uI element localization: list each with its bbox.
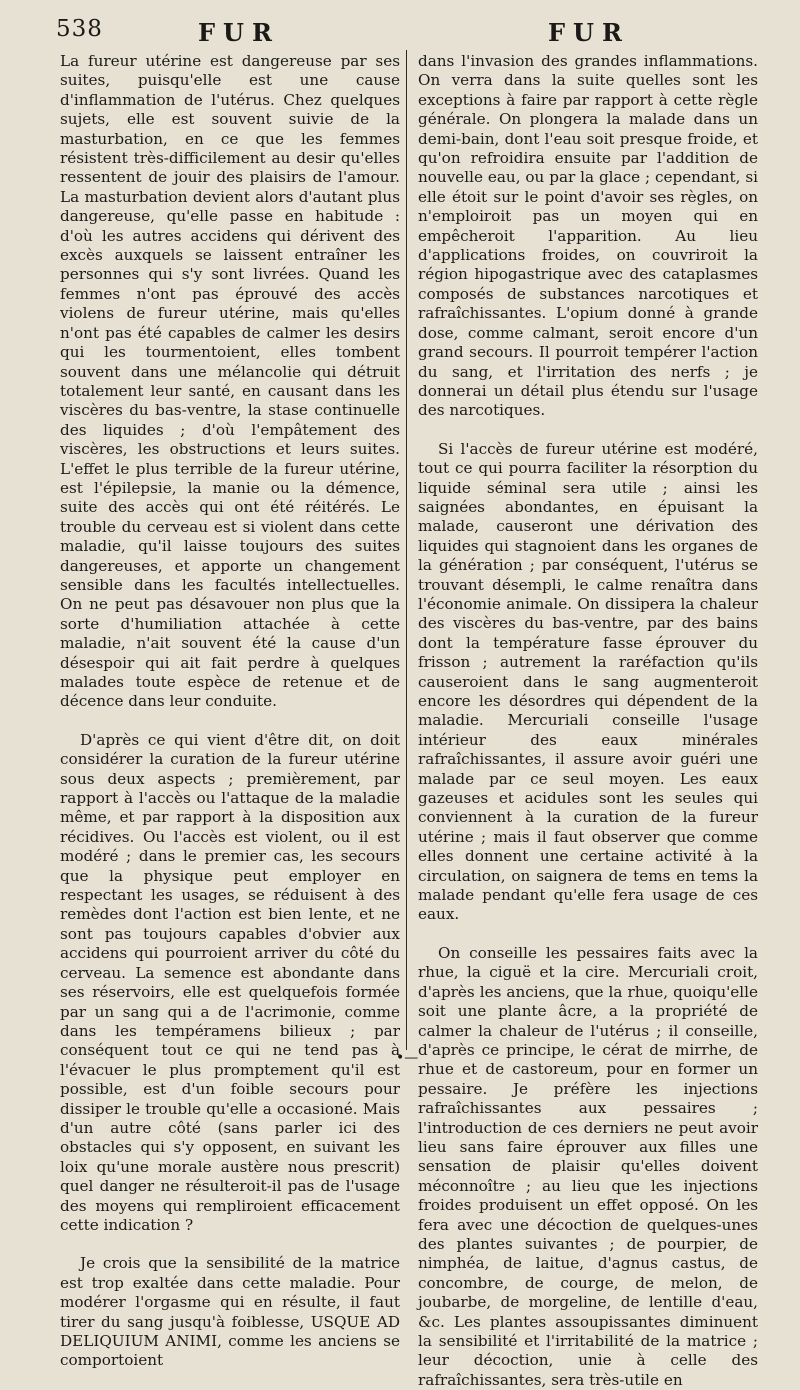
left-column bbox=[60, 52, 400, 1371]
right-column bbox=[418, 52, 758, 1390]
paragraph: On conseille les pessaires faits avec la rhue, la ciguë et la cire. Mercuriali croit, d'après les anciens, que la rhue, quoiqu'elle soit une plante âcre, a la propriété de calmer la chaleur de l'utérus ; il conseille, d'après ce principe, le cérat de mirrhe, de rhue et de castoreum, pour en former un pessaire. Je préfère les injections rafraîchissantes aux pessaires ; l'introduction de ces derniers ne peut avoir lieu sans faire éprouver aux filles une sensation de plaisir qu'elles doivent méconnoître ; au lieu que les injections froides produisent un effet opposé. On les fera avec une décoction de quelques-unes des plantes suivantes ; de pourpier, de nimphéa, de laitue, d'agnus castus, de concombre, de courge, de melon, de joubarbe, de morgeline, de lentille d'eau, &c. Les plantes assoupissantes diminuent la sensibilité et l'irritabilité de la matrice ; leur décoction, unie à celle des rafraîchissantes, sera très-utile en bbox=[418, 943, 758, 1389]
running-head-left: FUR bbox=[198, 18, 280, 47]
paragraph: Si l'accès de fureur utérine est modéré, tout ce qui pourra faciliter la résorption du liquide séminal sera utile ; ainsi les saignées abondantes, en épuisant la malade, causeront une dérivation des liquides qui stagnoient dans les organes de la génération ; par conséquent, l'utérus se trouvant désempli, le calme renaîtra dans l'économie animale. On dissipera la chaleur des viscères du bas-ventre, par des bains dont la température fasse éprouver du frisson ; autrement la raréfaction qu'ils causeroient dans le sang augmenteroit encore les désordres qui dépendent de la maladie. Mercuriali conseille l'usage intérieur des eaux minérales rafraîchissantes, il assure avoir guéri une malade par ce seul moyen. Les eaux gazeuses et acidules sont les seules qui conviennent à la curation de la fureur utérine ; mais il faut observer que comme elles donnent une certaine activité à la circulation, on saignera de tems en tems la malade pendant qu'elle fera usage de ces eaux. bbox=[418, 439, 758, 924]
paragraph: dans l'invasion des grandes inflammations. On verra dans la suite quelles sont les exceptions à faire par rapport à cette règle générale. On plongera la malade dans un demi-bain, dont l'eau soit presque froide, et qu'on refroidira ensuite par l'addition de nouvelle eau, ou par la glace ; cependant, si elle étoit sur le point d'avoir ses règles, on n'emploiroit pas un moyen qui en empêcheroit l'apparition. Au lieu d'applications froides, on couvriroit la région hipogastrique avec des cataplasmes composés de substances narcotiques et rafraîchissantes. L'opium donné à grande dose, comme calmant, seroit encore d'un grand secours. Il pourroit tempérer l'action du sang, et l'irritation des nerfs ; je donnerai un détail plus étendu sur l'usage des narcotiques. bbox=[418, 52, 758, 420]
paragraph: D'après ce qui vient d'être dit, on doit considérer la curation de la fureur utérine sous deux aspects ; premièrement, par rapport à l'accès ou l'attaque de la maladie même, et par rapport à la disposition aux récidives. Ou l'accès est violent, ou il est modéré ; dans le premier cas, les secours que la physique peut employer en respectant les usages, se réduisent à des remèdes dont l'action est bien lente, et ne sont pas toujours capables d'obvier aux accidens qui pourroient arriver du côté du cerveau. La semence est abondante dans ses réservoirs, elle est quelquefois formée par un sang qui a de l'acrimonie, comme dans les tempéramens bilieux ; par conséquent tout ce qui ne tend pas à l'évacuer le plus promptement qu'il est possible, est d'un foible secours pour dissiper le trouble qu'elle a occasioné. Mais d'un autre côté (sans parler ici des obstacles qui s'y opposent, en suivant les loix qu'une morale austère nous prescrit) quel danger ne résulteroit-il pas de l'usage des moyens qui rempliroient efficacement cette indication ? bbox=[60, 730, 400, 1234]
paragraph: Je crois que la sensibilité de la matrice est trop exaltée dans cette maladie. Pour modérer l'orgasme qui en résulte, il faut tirer du sang jusqu'à foiblesse, USQUE AD DELIQUIUM ANIMI, comme les anciens se comportoient bbox=[60, 1254, 400, 1370]
paragraph: La fureur utérine est dangereuse par ses suites, puisqu'elle est une cause d'inflammation de l'utérus. Chez quelques sujets, elle est souvent suivie de la masturbation, en ce que les femmes résistent très-difficilement au desir qu'elles ressentent de jouir des plaisirs de l'amour. La masturbation devient alors d'autant plus dangereuse, qu'elle passe en habitude : d'où les autres accidens qui dérivent des excès auxquels se laissent entraîner les personnes qui s'y sont livrées. Quand les femmes n'ont pas éprouvé des accès violens de fureur utérine, mais qu'elles n'ont pas été capables de calmer les desirs qui les tourmentoient, elles tombent souvent dans une mélancolie qui détruit totalement leur santé, en causant dans les viscères du bas-ventre, la stase continuelle des liquides ; d'où l'empâtement des viscères, les obstructions et leurs suites. L'effet le plus terrible de la fureur utérine, est l'épilepsie, la manie ou la démence, suite des accès qui ont été réitérés. Le trouble du cerveau est si violent dans cette maladie, qu'il laisse toujours des suites dangereuses, et apporte un changement sensible dans les facultés intellectuelles. On ne peut pas désavouer non plus que la sorte d'humiliation attachée à cette maladie, n'ait souvent été la cause d'un désespoir qui ait fait perdre à quelques malades toute espèce de retenue et de décence dans leur conduite. bbox=[60, 52, 400, 711]
footer-ornament: •— bbox=[396, 1050, 419, 1066]
running-head-right: FUR bbox=[548, 18, 630, 47]
page-number: 538 bbox=[56, 16, 103, 42]
column-rule bbox=[406, 50, 407, 1050]
